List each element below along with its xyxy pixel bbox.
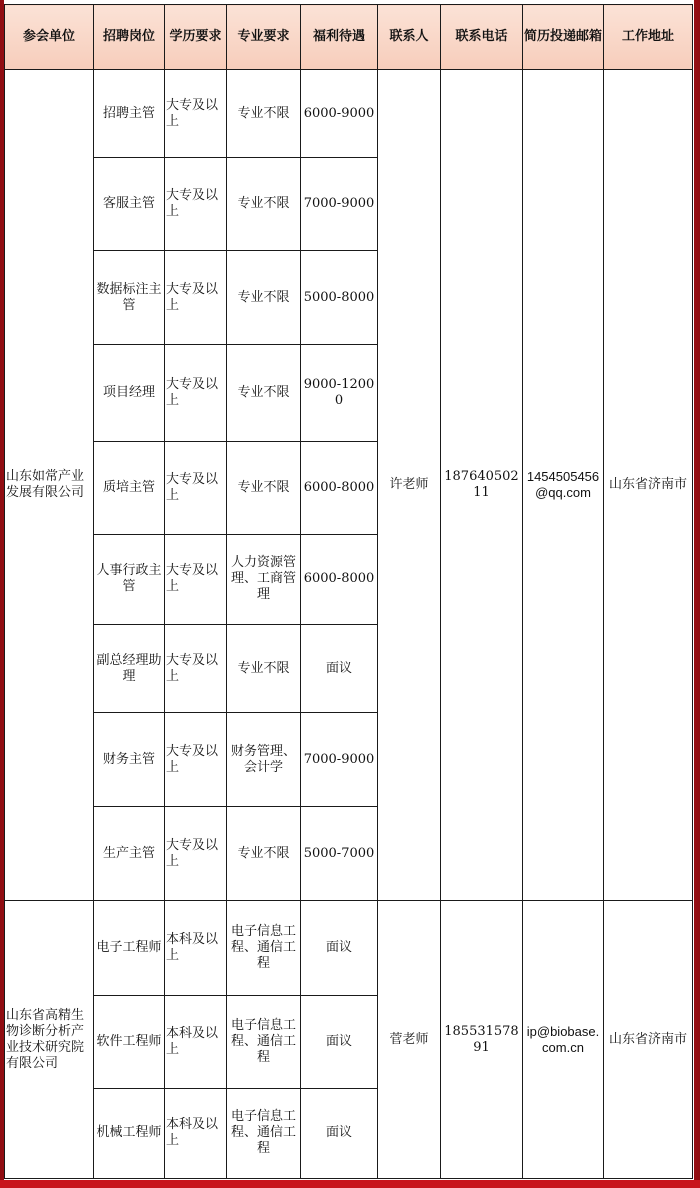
job-title: 项目经理	[94, 345, 165, 441]
resume-email: ip@biobase.com.cn	[523, 901, 604, 1179]
header-email: 简历投递邮箱	[523, 5, 604, 70]
contact-phone: 18553157891	[441, 901, 523, 1179]
job-salary: 5000-7000	[301, 807, 378, 901]
table-row	[5, 70, 693, 158]
job-salary: 面议	[301, 624, 378, 712]
job-salary: 5000-8000	[301, 251, 378, 345]
job-major: 专业不限	[227, 251, 301, 345]
job-salary: 面议	[301, 901, 378, 995]
job-title: 客服主管	[94, 158, 165, 251]
job-salary: 9000-12000	[301, 345, 378, 441]
job-major: 电子信息工程、通信工程	[227, 995, 301, 1088]
job-title: 生产主管	[94, 807, 165, 901]
job-salary: 面议	[301, 995, 378, 1088]
job-salary: 6000-8000	[301, 534, 378, 624]
contact-person: 菅老师	[378, 901, 441, 1179]
job-major: 人力资源管理、工商管理	[227, 534, 301, 624]
job-education: 大专及以上	[165, 158, 227, 251]
job-major: 电子信息工程、通信工程	[227, 901, 301, 995]
job-education: 大专及以上	[165, 345, 227, 441]
job-major: 财务管理、会计学	[227, 713, 301, 807]
bottom-red-band	[0, 1180, 700, 1188]
contact-phone: 18764050211	[441, 70, 523, 901]
job-title: 副总经理助理	[94, 624, 165, 712]
job-title: 人事行政主管	[94, 534, 165, 624]
job-salary: 6000-9000	[301, 70, 378, 158]
work-address: 山东省济南市	[604, 901, 693, 1179]
table-row	[5, 901, 693, 995]
job-education: 大专及以上	[165, 534, 227, 624]
job-title: 财务主管	[94, 713, 165, 807]
header-address: 工作地址	[604, 5, 693, 70]
job-major: 专业不限	[227, 70, 301, 158]
job-education: 本科及以上	[165, 995, 227, 1088]
job-title: 招聘主管	[94, 70, 165, 158]
job-major: 专业不限	[227, 441, 301, 534]
job-major: 电子信息工程、通信工程	[227, 1088, 301, 1178]
job-title: 电子工程师	[94, 901, 165, 995]
job-education: 大专及以上	[165, 251, 227, 345]
recruitment-table	[4, 4, 693, 1179]
contact-person: 许老师	[378, 70, 441, 901]
job-title: 数据标注主管	[94, 251, 165, 345]
job-major: 专业不限	[227, 158, 301, 251]
resume-email: 1454505456@qq.com	[523, 70, 604, 901]
job-major: 专业不限	[227, 345, 301, 441]
job-salary: 7000-9000	[301, 713, 378, 807]
job-title: 软件工程师	[94, 995, 165, 1088]
company-name: 山东如常产业发展有限公司	[5, 70, 94, 901]
job-education: 本科及以上	[165, 1088, 227, 1178]
job-salary: 6000-8000	[301, 441, 378, 534]
job-major: 专业不限	[227, 624, 301, 712]
header-salary: 福利待遇	[301, 5, 378, 70]
job-title: 质培主管	[94, 441, 165, 534]
job-education: 本科及以上	[165, 901, 227, 995]
job-education: 大专及以上	[165, 70, 227, 158]
job-major: 专业不限	[227, 807, 301, 901]
header-row	[5, 5, 693, 70]
job-education: 大专及以上	[165, 624, 227, 712]
job-education: 大专及以上	[165, 807, 227, 901]
header-position: 招聘岗位	[94, 5, 165, 70]
work-address: 山东省济南市	[604, 70, 693, 901]
header-education: 学历要求	[165, 5, 227, 70]
company-name: 山东省高精生物诊断分析产业技术研究院有限公司	[5, 901, 94, 1179]
job-education: 大专及以上	[165, 441, 227, 534]
job-salary: 面议	[301, 1088, 378, 1178]
header-phone: 联系电话	[441, 5, 523, 70]
header-major: 专业要求	[227, 5, 301, 70]
job-title: 机械工程师	[94, 1088, 165, 1178]
header-contact: 联系人	[378, 5, 441, 70]
job-education: 大专及以上	[165, 713, 227, 807]
job-salary: 7000-9000	[301, 158, 378, 251]
header-company: 参会单位	[5, 5, 94, 70]
